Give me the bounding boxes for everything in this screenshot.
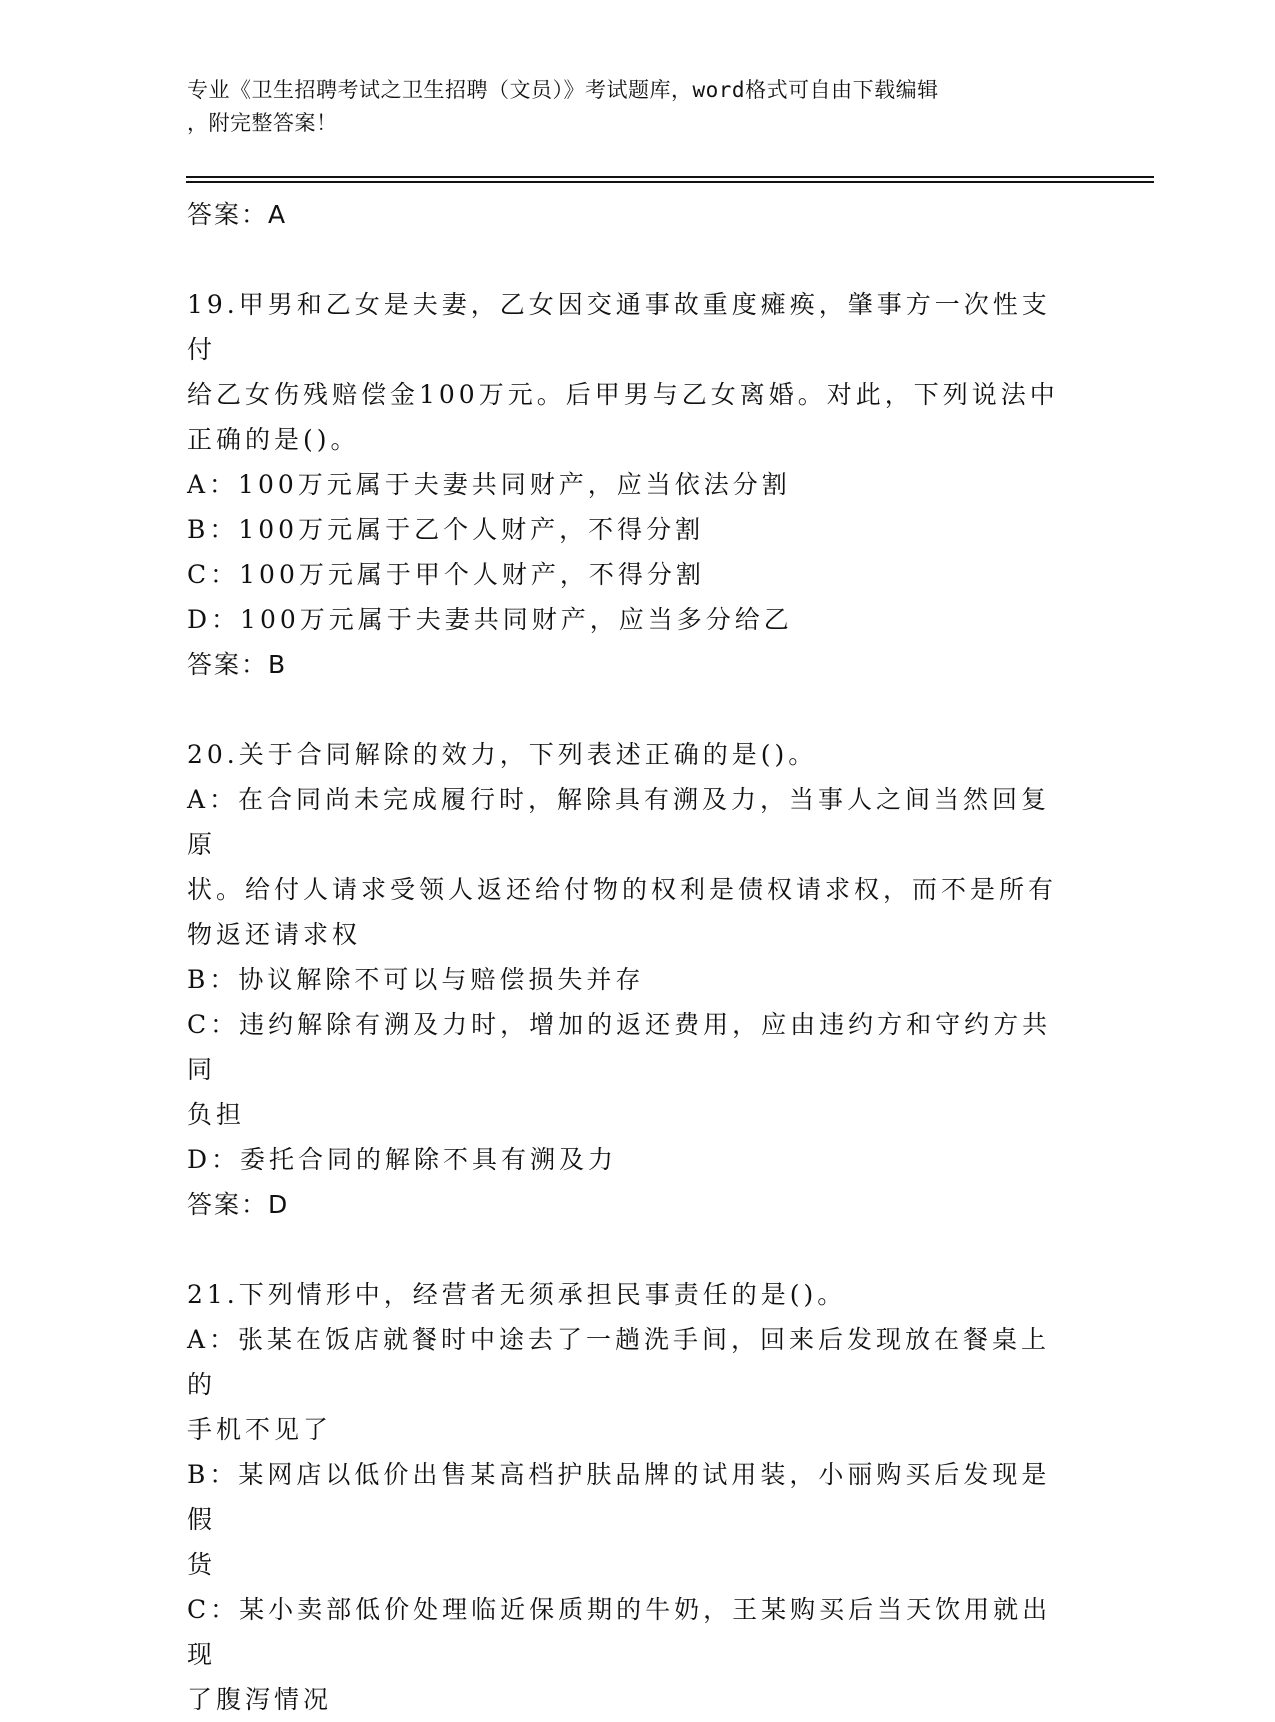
option-b: B：100万元属于乙个人财产，不得分割 [187, 515, 705, 544]
option-c: C：100万元属于甲个人财产，不得分割 [187, 560, 705, 589]
option-a-continued: 物返还请求权 [187, 920, 362, 949]
previous-answer: 答案：A [187, 200, 288, 229]
question-21 [187, 1272, 1067, 1722]
option-d: D：委托合同的解除不具有溯及力 [187, 1145, 618, 1174]
question-stem: 正确的是()。 [187, 425, 360, 454]
answer-line: 答案：D [187, 1190, 290, 1219]
answer-line: 答案：B [187, 650, 288, 679]
option-a-continued: 状。给付人请求受领人返还给付物的权利是债权请求权，而不是所有 [187, 875, 1058, 904]
option-b: B：某网店以低价出售某高档护肤品牌的试用装，小丽购买后发现是假 [187, 1460, 1051, 1534]
document-header [187, 74, 1067, 140]
option-c: C：违约解除有溯及力时，增加的返还费用，应由违约方和守约方共同 [187, 1010, 1052, 1084]
option-a-continued: 手机不见了 [187, 1415, 333, 1444]
header-divider [186, 176, 1154, 178]
option-c: C：某小卖部低价处理临近保质期的牛奶，王某购买后当天饮用就出现 [187, 1595, 1052, 1669]
question-stem: 21.下列情形中，经营者无须承担民事责任的是()。 [187, 1280, 847, 1309]
question-stem: 19.甲男和乙女是夫妻，乙女因交通事故重度瘫痪，肇事方一次性支付 [187, 290, 1051, 364]
spacer [187, 687, 1067, 732]
question-stem: 20.关于合同解除的效力，下列表述正确的是()。 [187, 740, 818, 769]
option-b-continued: 货 [187, 1550, 217, 1579]
option-c-continued: 了腹泻情况 [187, 1685, 333, 1714]
spacer [187, 237, 1067, 282]
question-20 [187, 732, 1067, 1227]
option-a: A：100万元属于夫妻共同财产，应当依法分割 [187, 470, 791, 499]
header-line-1: 专业《卫生招聘考试之卫生招聘（文员）》考试题库，word格式可自由下载编辑 [187, 78, 939, 102]
option-d: D：100万元属于夫妻共同财产，应当多分给乙 [187, 605, 793, 634]
question-list [187, 192, 1067, 1722]
option-a: A：张某在饭店就餐时中途去了一趟洗手间，回来后发现放在餐桌上的 [187, 1325, 1051, 1399]
question-stem: 给乙女伤残赔偿金100万元。后甲男与乙女离婚。对此，下列说法中 [187, 380, 1059, 409]
header-line-2: ，附完整答案！ [187, 111, 338, 135]
option-c-continued: 负担 [187, 1100, 246, 1129]
spacer [187, 1227, 1067, 1272]
option-a: A：在合同尚未完成履行时，解除具有溯及力，当事人之间当然回复原 [187, 785, 1051, 859]
question-19 [187, 282, 1067, 687]
header-divider-thin [186, 181, 1154, 183]
option-b: B：协议解除不可以与赔偿损失并存 [187, 965, 645, 994]
